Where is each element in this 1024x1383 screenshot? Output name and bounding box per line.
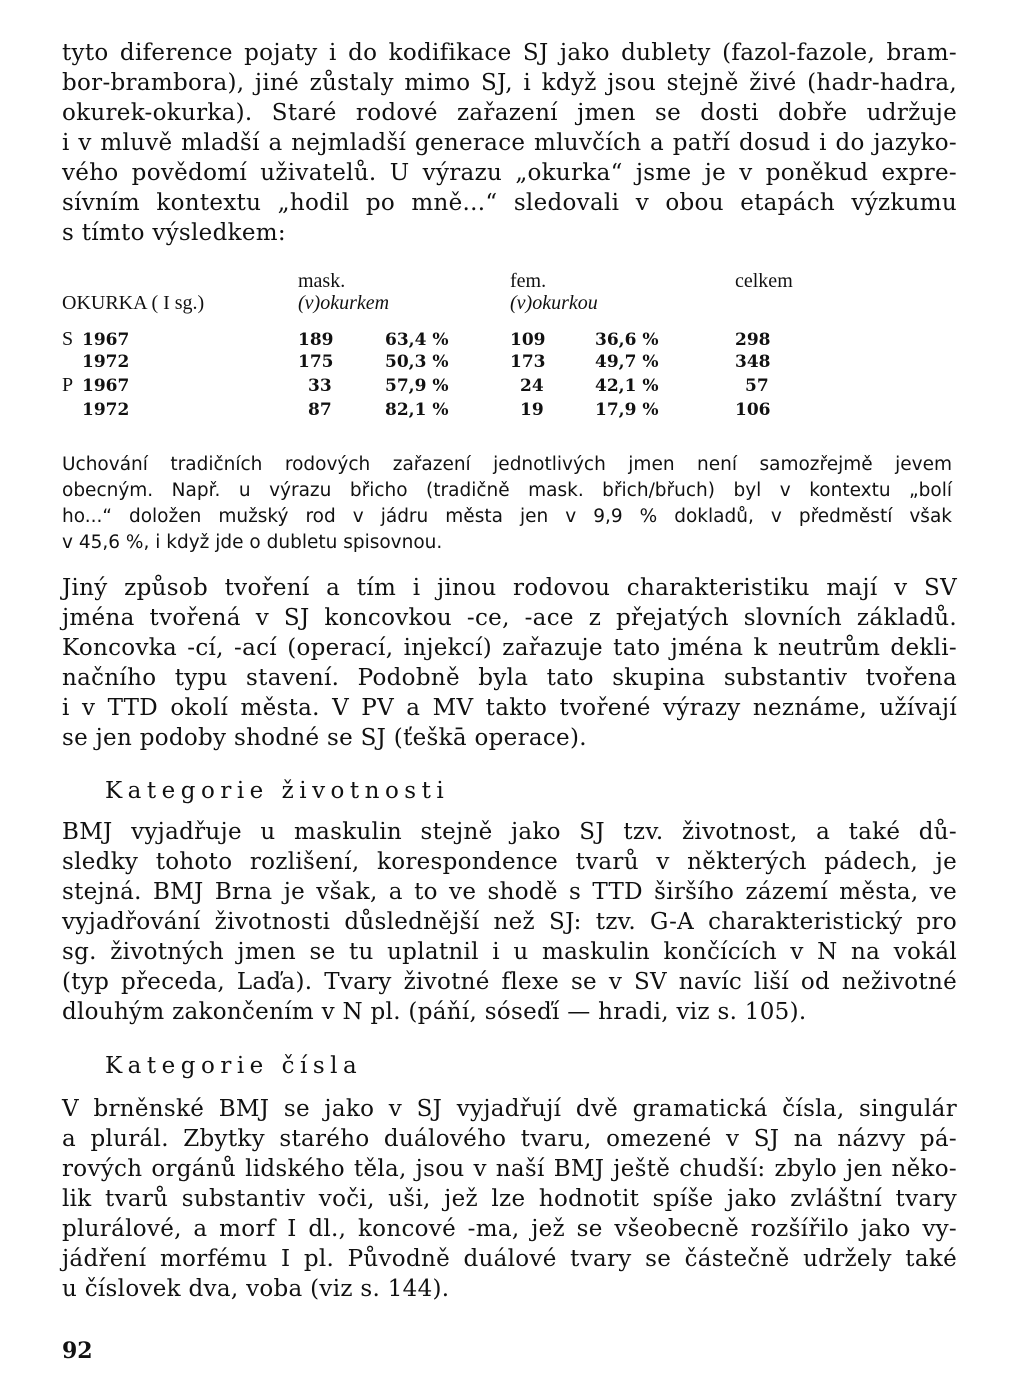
row-year: 1972 bbox=[82, 400, 130, 420]
text-line: jména tvořená v SJ koncovkou -ce, -ace z přejatých slovních základů. bbox=[62, 605, 957, 631]
col-header-mask: mask. bbox=[298, 270, 346, 292]
total-count: 57 bbox=[745, 376, 769, 396]
text-line: vyjadřování životnosti důslednější než SJ: tzv. G-A charakteristický pro bbox=[62, 909, 957, 935]
total-count: 106 bbox=[735, 400, 771, 420]
row-year: 1967 bbox=[82, 376, 130, 396]
mask-percent: 50,3 % bbox=[385, 352, 449, 372]
text-line: (typ přeceda, Laďa). Tvary životné flexe se v SV navíc liší od neživotné bbox=[62, 969, 957, 995]
text-line: plurálové, a morf I dl., koncové -ma, jež se všeobecně rozšířilo jako vy- bbox=[62, 1216, 957, 1242]
table-label: OKURKA ( I sg.) bbox=[62, 292, 205, 314]
text-line: obecným. Např. u výrazu břicho (tradičně mask. břich/břuch) byl v kontextu „bolí bbox=[62, 480, 952, 501]
text-line: lik tvarů substantiv voči, uši, jež lze hodnotit spíše jako zvláštní tvary bbox=[62, 1186, 957, 1212]
col-header-total: celkem bbox=[735, 270, 793, 292]
text-line: Koncovka -cí, -ací (operací, injekcí) zařazuje tato jména k neutrům dekli- bbox=[62, 635, 957, 661]
text-line: sledky tohoto rozlišení, korespondence tvarů v některých pádech, je bbox=[62, 849, 957, 875]
mask-percent: 82,1 % bbox=[385, 400, 449, 420]
fem-count: 19 bbox=[520, 400, 544, 420]
text-line: v 45,6 %, i když jde o dubletu spisovnou. bbox=[62, 532, 443, 553]
row-year: 1972 bbox=[82, 352, 130, 372]
text-line: s tímto výsledkem: bbox=[62, 220, 286, 246]
text-line: i v TTD okolí města. V PV a MV takto tvořené výrazy neznáme, užívají bbox=[62, 695, 957, 721]
section-heading-number: Kategorie čísla bbox=[105, 1053, 363, 1079]
row-group: S bbox=[62, 328, 74, 350]
section-heading-animacy: Kategorie životnosti bbox=[105, 778, 450, 804]
mask-count: 87 bbox=[308, 400, 332, 420]
text-line: tyto diference pojaty i do kodifikace SJ jako dublety (fazol-fazole, bram- bbox=[62, 40, 957, 66]
mask-percent: 57,9 % bbox=[385, 376, 449, 396]
text-line: se jen podoby shodné se SJ (ťeškā operace). bbox=[62, 725, 587, 751]
text-line: Uchování tradičních rodových zařazení jednotlivých jmen není samozřejmě jevem bbox=[62, 454, 952, 475]
fem-percent: 17,9 % bbox=[595, 400, 659, 420]
paragraph-suffix-ce bbox=[62, 573, 957, 753]
text-line: i v mluvě mladší a nejmladší generace mluvčích a patří dosud i do jazyko- bbox=[62, 130, 957, 156]
row-group: P bbox=[62, 374, 74, 396]
text-line: BMJ vyjadřuje u maskulin stejně jako SJ tzv. životnost, a také dů- bbox=[62, 819, 957, 845]
paragraph-number bbox=[62, 1094, 957, 1304]
fem-count: 173 bbox=[510, 352, 546, 372]
total-count: 348 bbox=[735, 352, 771, 372]
col-form-fem: (v)okurkou bbox=[510, 292, 598, 314]
text-line: u číslovek dva, voba (viz s. 144). bbox=[62, 1276, 450, 1302]
page-number: 92 bbox=[62, 1338, 93, 1364]
text-line: okurek-okurka). Staré rodové zařazení jmen se dosti dobře udržuje bbox=[62, 100, 957, 126]
paragraph-animacy bbox=[62, 817, 957, 1027]
mask-count: 175 bbox=[298, 352, 334, 372]
text-line: Jiný způsob tvoření a tím i jinou rodovou charakteristiku mají v SV bbox=[62, 575, 957, 601]
text-line: stejná. BMJ Brna je však, a to ve shodě s TTD širšího zázemí města, ve bbox=[62, 879, 957, 905]
col-header-fem: fem. bbox=[510, 270, 547, 292]
text-line: sg. životných jmen se tu uplatnil i u maskulin končících v N na vokál bbox=[62, 939, 957, 965]
fem-percent: 36,6 % bbox=[595, 330, 659, 350]
fem-percent: 49,7 % bbox=[595, 352, 659, 372]
total-count: 298 bbox=[735, 330, 771, 350]
text-line: sívním kontextu „hodil po mně...“ sledovali v obou etapách výzkumu bbox=[62, 190, 957, 216]
mask-count: 189 bbox=[298, 330, 334, 350]
text-line: ho...“ doložen mužský rod v jádru města jen v 9,9 % dokladů, v předměstí však bbox=[62, 506, 952, 527]
footnote-paragraph bbox=[62, 452, 952, 556]
fem-count: 24 bbox=[520, 376, 544, 396]
text-line: V brněnské BMJ se jako v SJ vyjadřují dvě gramatická čísla, singulár bbox=[62, 1096, 957, 1122]
text-line: a plurál. Zbytky starého duálového tvaru, omezené v SJ na názvy pá- bbox=[62, 1126, 957, 1152]
text-line: načního typu stavení. Podobně byla tato skupina substantiv tvořena bbox=[62, 665, 957, 691]
mask-count: 33 bbox=[308, 376, 332, 396]
col-form-mask: (v)okurkem bbox=[298, 292, 390, 314]
intro-paragraph bbox=[62, 38, 957, 248]
fem-count: 109 bbox=[510, 330, 546, 350]
text-line: rových orgánů lidského těla, jsou v naší BMJ ještě chudší: zbylo jen něko- bbox=[62, 1156, 957, 1182]
text-line: jádření morfému I pl. Původně duálové tvary se částečně udržely také bbox=[62, 1246, 957, 1272]
mask-percent: 63,4 % bbox=[385, 330, 449, 350]
row-year: 1967 bbox=[82, 330, 130, 350]
text-line: dlouhým zakončením v N pl. (páňí, sóseďí — hradi, viz s. 105). bbox=[62, 999, 807, 1025]
text-line: vého povědomí uživatelů. U výrazu „okurka“ jsme je v poněkud expre- bbox=[62, 160, 957, 186]
text-line: bor-brambora), jiné zůstaly mimo SJ, i když jsou stejně živé (hadr-hadra, bbox=[62, 70, 957, 96]
fem-percent: 42,1 % bbox=[595, 376, 659, 396]
